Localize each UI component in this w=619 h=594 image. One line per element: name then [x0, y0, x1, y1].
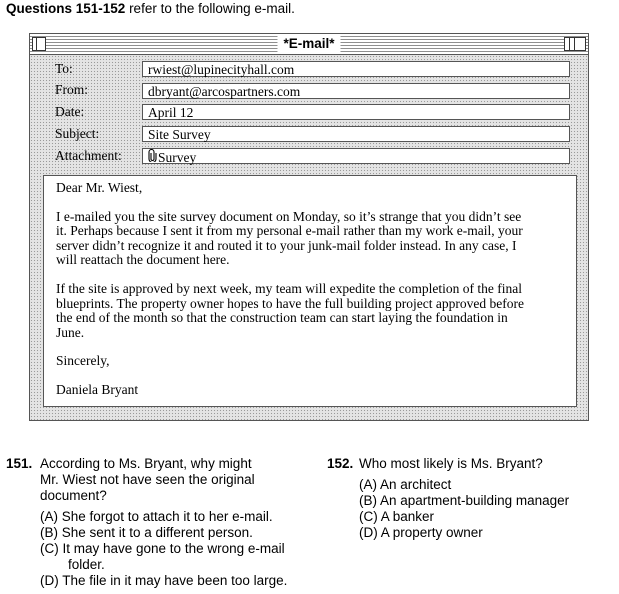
- to-field[interactable]: rwiest@lupinecityhall.com: [142, 61, 570, 77]
- question-152-text: Who most likely is Ms. Bryant?: [359, 456, 543, 471]
- body-line: server didn’t recognize it and routed it to your junk-mail folder instead. In any case, I: [56, 237, 517, 253]
- question-152-number: [327, 456, 353, 472]
- question-151-option-c-cont[interactable]: folder.: [68, 557, 105, 572]
- email-window-title: *E-mail*: [277, 35, 340, 52]
- attachment-label: Attachment:: [55, 148, 122, 163]
- date-label: Date:: [55, 104, 85, 119]
- greeting: Dear Mr. Wiest,: [56, 180, 143, 195]
- email-titlebar: [30, 34, 588, 55]
- question-152-option-a[interactable]: (A) An architect: [359, 477, 452, 492]
- question-151-option-a[interactable]: (A) She forgot to attach it to her e-mail.: [40, 509, 273, 524]
- attachment-name: Survey: [158, 150, 197, 165]
- body-line: June.: [56, 324, 85, 340]
- body-line: If the site is approved by next week, my team will expedite the completion of the final: [56, 280, 522, 296]
- questions-instruction: refer to the following e-mail.: [125, 1, 295, 16]
- question-152-option-b[interactable]: (B) An apartment-building manager: [359, 493, 570, 508]
- zoom-box-icon[interactable]: [564, 37, 586, 51]
- subject-field[interactable]: Site Survey: [142, 126, 570, 142]
- question-151-text-1: According to Ms. Bryant, why might: [40, 456, 252, 471]
- close-box-icon[interactable]: [32, 37, 46, 51]
- question-number: 152.: [327, 456, 354, 471]
- question-152-option-c[interactable]: (C) A banker: [359, 509, 435, 524]
- body-line: it. Perhaps because I sent it from my personal e-mail rather than my work e-mail, your: [56, 223, 523, 239]
- question-152-option-d[interactable]: (D) A property owner: [359, 525, 483, 540]
- questions-range: Questions 151-152: [6, 1, 126, 16]
- to-label: To:: [55, 61, 73, 76]
- from-label: From:: [55, 82, 89, 97]
- paperclip-icon: [148, 149, 157, 165]
- email-body: [43, 175, 577, 407]
- body-line: blueprints. The property owner hopes to have the full building project approved before: [56, 295, 524, 311]
- attachment-field[interactable]: [142, 148, 570, 164]
- question-151-option-c[interactable]: (C) It may have gone to the wrong e-mail: [40, 541, 285, 556]
- question-151-option-d[interactable]: (D) The file in it may have been too large.: [40, 573, 288, 588]
- closing: Sincerely,: [56, 353, 110, 369]
- email-window: [29, 33, 589, 421]
- date-field[interactable]: April 12: [142, 104, 570, 120]
- body-line: I e-mailed you the site survey document on Monday, so it’s strange that you didn’t see: [56, 208, 522, 224]
- question-151-number: [6, 456, 32, 472]
- body-line: the end of the month so that the construction team can start laying the foundation in: [56, 310, 508, 326]
- questions-header: [6, 0, 295, 18]
- from-field[interactable]: dbryant@arcospartners.com: [142, 83, 570, 99]
- question-151-option-b[interactable]: (B) She sent it to a different person.: [40, 525, 253, 540]
- question-151-text-3: document?: [40, 488, 107, 503]
- subject-label: Subject:: [55, 126, 100, 141]
- body-line: will reattach the document here.: [56, 252, 230, 268]
- question-number: 151.: [6, 456, 33, 471]
- question-151-text-2: Mr. Wiest not have seen the original: [40, 472, 255, 487]
- signature: Daniela Bryant: [56, 381, 139, 397]
